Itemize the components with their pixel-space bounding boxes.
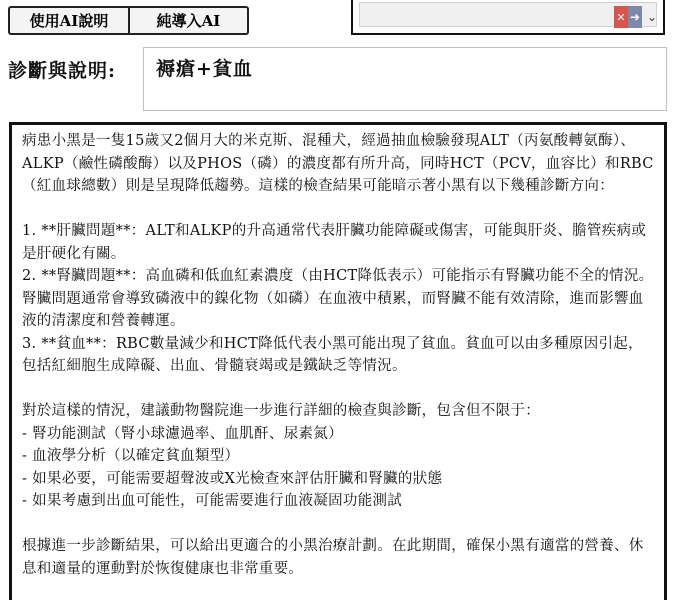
explanation-point: 3. **貧血**：RBC數量減少和HCT降低代表小黑可能出現了貧血。貧血可以由多種原因引起，包括紅細胞生成障礙、出血、骨髓衰竭或是鐵缺乏等情況。 (22, 335, 643, 374)
explanation-point: 2. **腎臟問題**：高血磷和低血紅素濃度（由HCT降低表示）可能指示有腎臟功能不全的情況。腎臟問題通常會導致磷液中的鎳化物（如磷）在血液中積累，而腎臟不能有效清除，進而影響血液的清潔度和營養轉運。 (22, 268, 654, 329)
spacer (22, 198, 654, 221)
template-select[interactable] (351, 0, 665, 35)
explanation-conclusion: 根據進一步診斷結果，可以給出更適合的小黑治療計劃。在此期間，確保小黑有適當的營養、休息和適量的運動對於恢復健康也非常重要。 (22, 538, 644, 577)
recommend-item: - 如果必要，可能需要超聲波或X光檢查來評估肝臟和腎臟的狀態 (22, 470, 443, 487)
recommend-item: - 腎功能測試（腎小球濾過率、血肌酐、尿素氮） (22, 425, 343, 442)
spacer (22, 378, 654, 401)
diagnosis-input[interactable]: 褥瘡+貧血 (143, 47, 667, 111)
clear-icon[interactable]: ✕ (614, 6, 628, 28)
diagnosis-label: 診斷與說明: (8, 60, 117, 82)
use-ai-explain-button[interactable]: 使用AI說明 (8, 6, 130, 35)
chevron-down-icon[interactable]: ⌄ (646, 10, 658, 24)
recommend-item: - 血液學分析（以確定貧血類型） (22, 448, 240, 464)
spacer (22, 513, 654, 536)
ai-button-group (8, 6, 249, 35)
select-input-area[interactable] (359, 2, 657, 27)
enter-arrow-icon[interactable]: ➜ (628, 6, 642, 28)
recommend-item: - 如果考慮到出血可能性，可能需要進行血液凝固功能測試 (22, 493, 403, 509)
explanation-textarea[interactable] (9, 122, 667, 600)
recommend-intro: 對於這樣的情況，建議動物醫院進一步進行詳細的檢查與診斷，包含但不限于： (22, 403, 540, 419)
pure-import-ai-button[interactable]: 純導入AI (130, 6, 249, 35)
explanation-intro: 病患小黑是一隻15歲又2個月大的米克斯、混種犬，經過抽血檢驗發現ALT（丙氨酸轉氨酶）、ALKP（鹼性磷酸酶）以及PHOS（磷）的濃度都有所升高，同時HCT（PCV，血容比）和RBC（紅血球總數）則是呈現降低趨勢。這樣的檢查結果可能暗示著小黑有以下幾種診斷方向： (22, 133, 654, 194)
explanation-point: 1. **肝臟問題**：ALT和ALKP的升高通常代表肝臟功能障礙或傷害，可能與肝炎、膽管疾病或是肝硬化有關。 (22, 223, 647, 262)
